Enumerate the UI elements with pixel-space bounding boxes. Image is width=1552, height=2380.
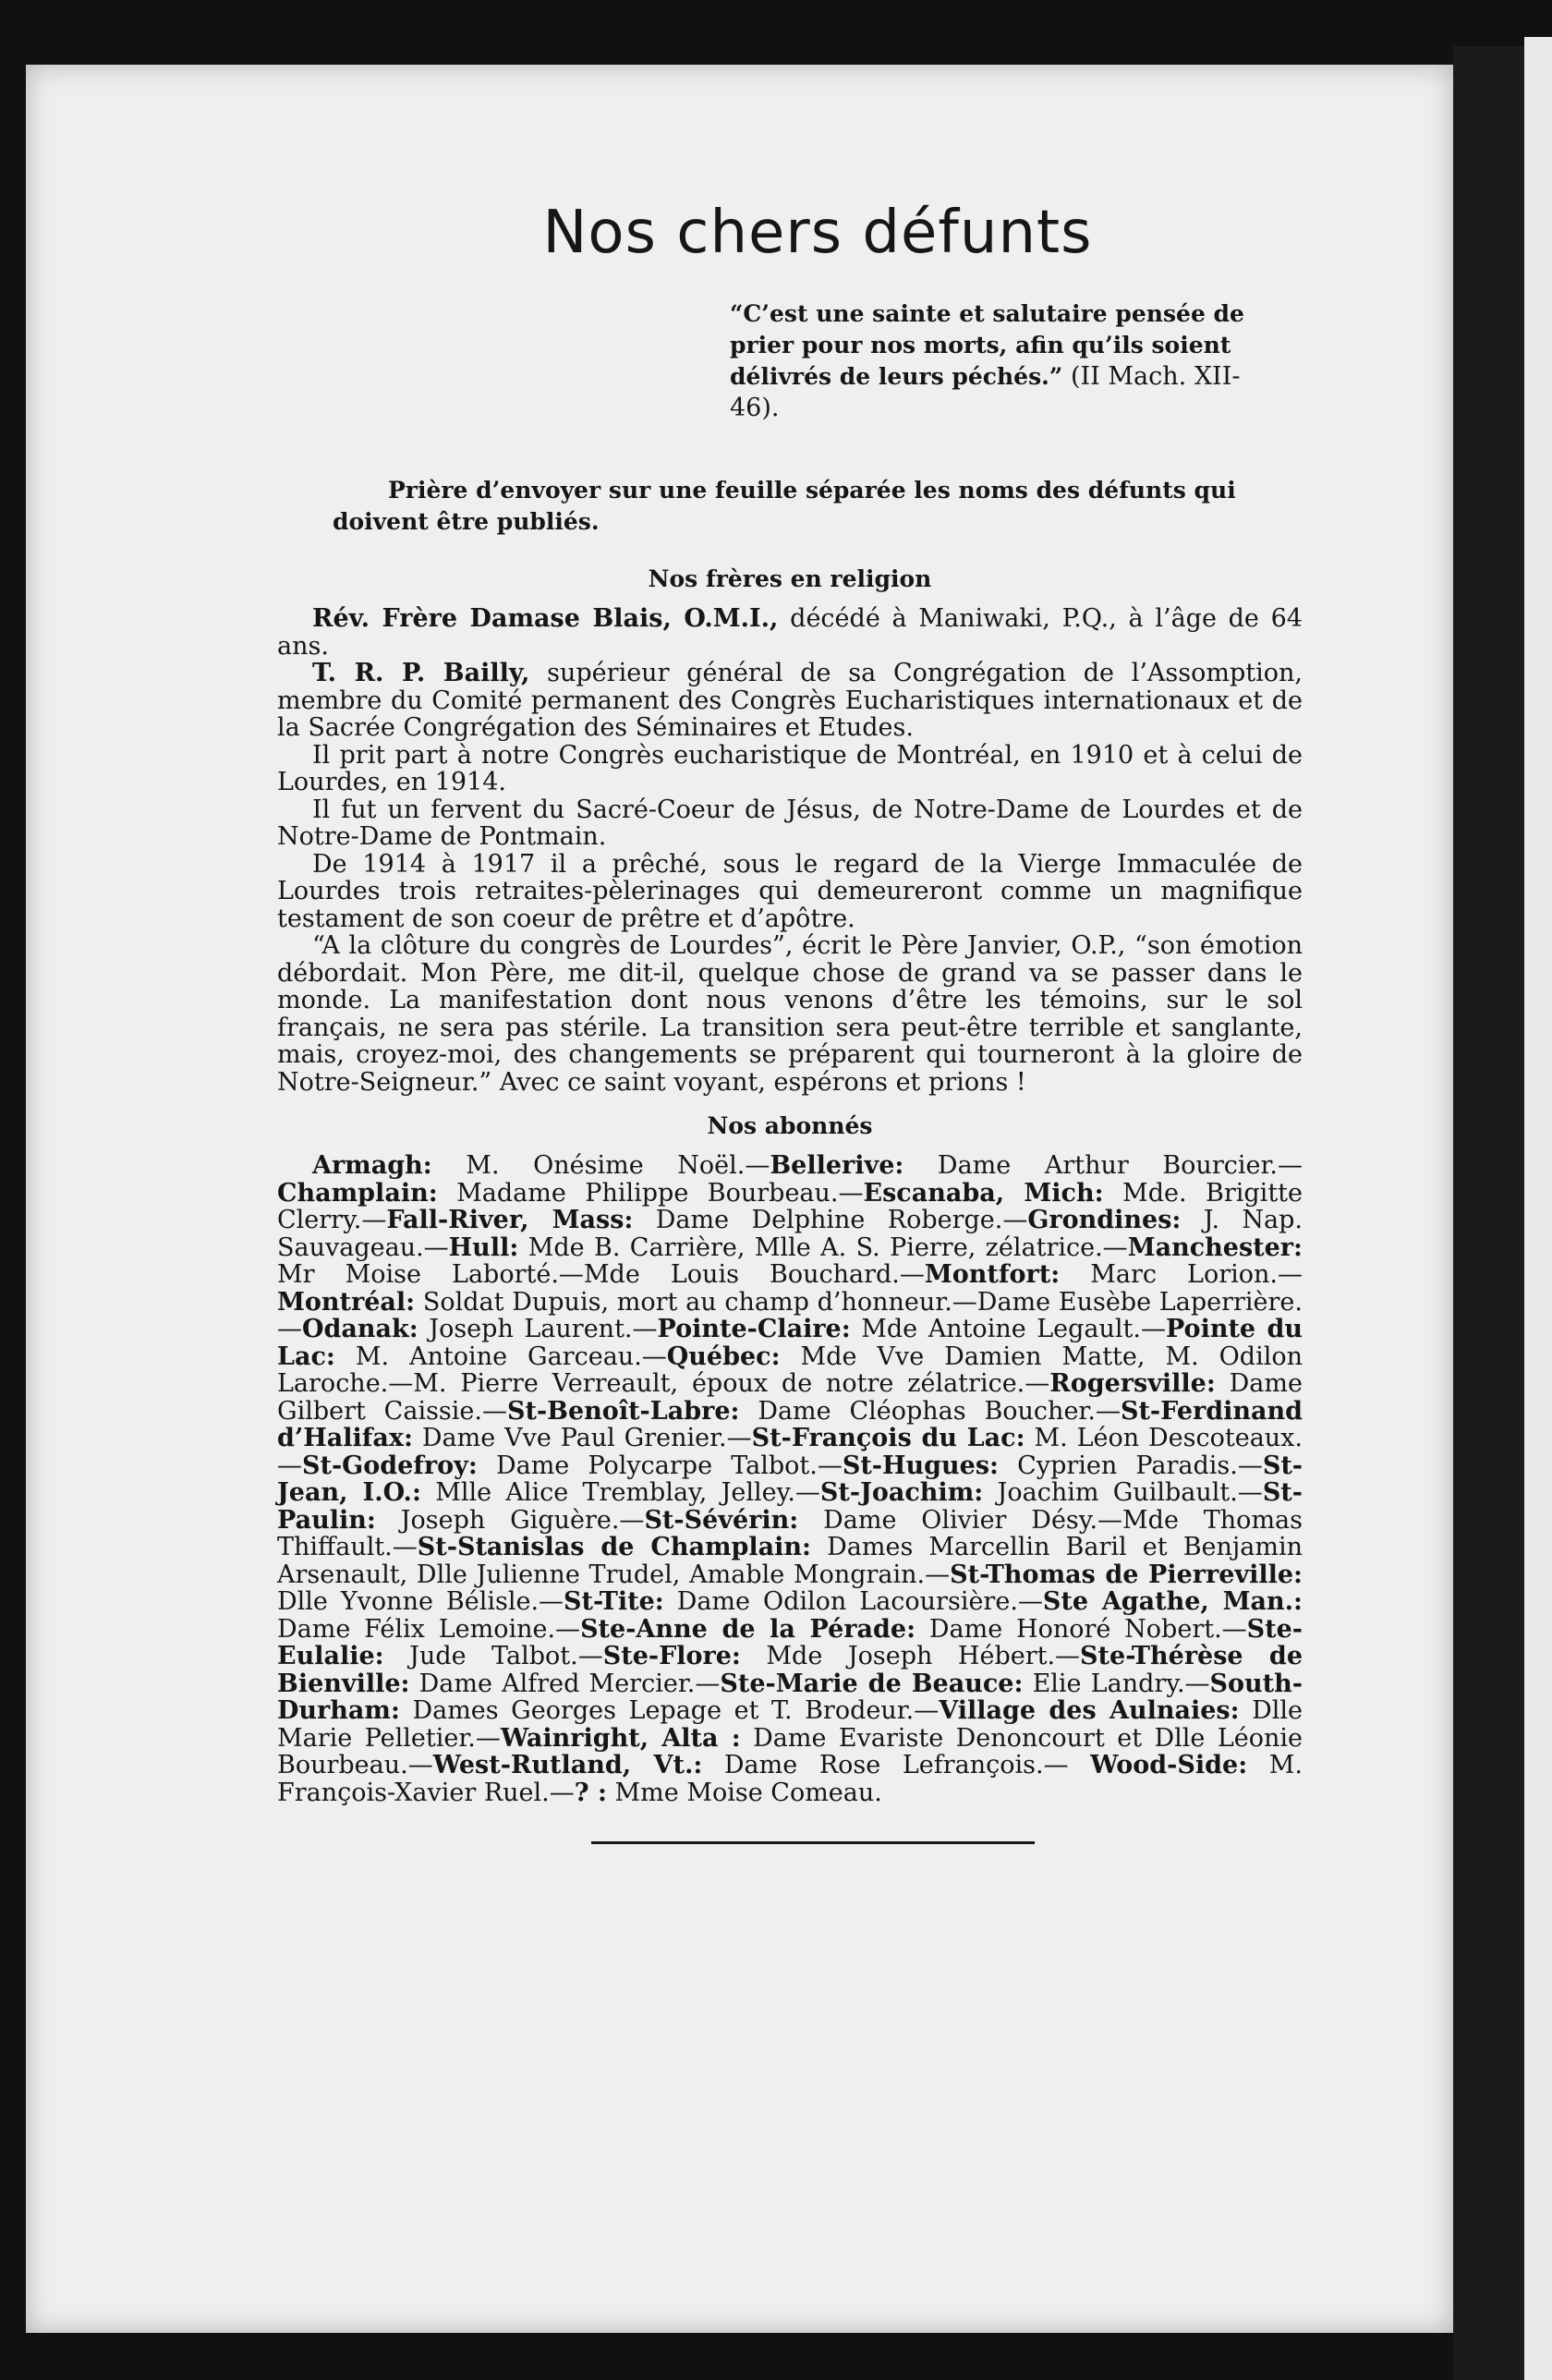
- obituary-paragraph: [277, 660, 1303, 742]
- obituary-text: décédé à Maniwaki, P.Q., à l’âge de 64 ans.: [277, 604, 1303, 661]
- subscriber-place: Ste-Flore:: [602, 1642, 741, 1670]
- subscriber-place: Rogersville:: [1049, 1369, 1216, 1398]
- subscriber-place: Bellerive:: [770, 1151, 904, 1180]
- subscriber-names: Madame Philippe Bourbeau.—: [437, 1178, 864, 1208]
- subscriber-place: St-Stanislas de Champlain:: [417, 1533, 812, 1561]
- obituary-paragraph: Il prit part à notre Congrès eucharistique de Montréal, en 1910 et à celui de Lourdes, en 1914.: [277, 740, 1303, 796]
- subscriber-names: Joseph Laurent.—: [418, 1315, 658, 1343]
- subscriber-names: Dame Félix Lemoine.—: [277, 1614, 581, 1644]
- epigraph-quote: “C’est une sainte et salutaire pensée de prier pour nos morts, afin qu’ils soient délivrés de leurs péchés.”: [730, 300, 1244, 390]
- subscriber-place: West-Rutland, Vt.:: [432, 1751, 703, 1779]
- subscriber-names: Mde B. Carrière, Mlle A. S. Pierre, zélatrice.—: [518, 1232, 1128, 1262]
- subscriber-names: Mde Vve Damien Matte, M. Odilon Laroche.—M. Pierre Verreault, époux de notre zélatrice.—: [277, 1342, 1303, 1398]
- subscriber-names: Dames Georges Lepage et T. Brodeur.—: [399, 1696, 940, 1725]
- section-heading-subscribers: Nos abonnés: [707, 1112, 873, 1139]
- epigraph-reference: (II Mach. XII-46).: [730, 362, 1241, 422]
- subscriber-names: Dame Alfred Mercier.—: [409, 1669, 721, 1698]
- subscriber-names: Mlle Alice Tremblay, Jelley.—: [420, 1478, 820, 1507]
- subscriber-place: Armagh:: [312, 1151, 432, 1180]
- subscriber-place: St-François du Lac:: [751, 1424, 1025, 1452]
- adjacent-page-edge: [1524, 37, 1552, 2380]
- subscriber-names: Dame Arthur Bourcier.—: [903, 1151, 1303, 1180]
- subscriber-names: Dame Polycarpe Talbot.—: [477, 1451, 843, 1480]
- subscriber-names: Dame Cléophas Boucher.—: [739, 1396, 1121, 1426]
- obituary-paragraph: Il fut un fervent du Sacré-Coeur de Jésus, de Notre-Dame de Lourdes et de Notre-Dame de Pontmain.: [277, 795, 1303, 851]
- subscriber-place: St-Thomas de Pierreville:: [950, 1560, 1303, 1589]
- subscriber-place: St-Ferdinand d’Halifax:: [277, 1396, 1303, 1452]
- subscriber-place: Grondines:: [1027, 1206, 1182, 1234]
- subscriber-names: Mde Joseph Hébert.—: [740, 1642, 1081, 1670]
- subscriber-place: Wainright, Alta :: [500, 1723, 741, 1753]
- subscriber-place: St-Sévérin:: [644, 1505, 799, 1535]
- epigraph: [730, 298, 1284, 424]
- subscriber-place: St-Paulin:: [277, 1478, 1303, 1535]
- subscriber-place: Village des Aulnaies:: [939, 1696, 1240, 1725]
- subscriber-names: M. François-Xavier Ruel.—: [277, 1751, 1303, 1807]
- deceased-name: T. R. P. Bailly,: [312, 659, 530, 687]
- subscriber-place: ? :: [574, 1778, 607, 1807]
- subscriber-place: Escanaba, Mich:: [863, 1178, 1104, 1208]
- subscriber-names: Dames Marcellin Baril et Benjamin Arsenault, Dlle Julienne Trudel, Amable Mongrain.—: [277, 1533, 1303, 1589]
- obituary-paragraph: [277, 605, 1303, 660]
- subscriber-names: M. Antoine Garceau.—: [334, 1342, 667, 1371]
- closing-rule: [591, 1841, 1035, 1844]
- subscriber-names: Dame Olivier Désy.—Mde Thomas Thiffault.—: [277, 1505, 1303, 1561]
- subscriber-names: Dame Vve Paul Grenier.—: [412, 1424, 752, 1452]
- subscriber-place: Montfort:: [924, 1260, 1061, 1289]
- subscriber-place: St-Tite:: [564, 1587, 664, 1616]
- article: [277, 199, 1303, 1844]
- subscriber-place: Ste Agathe, Man.:: [1042, 1587, 1303, 1616]
- article-title: Nos chers défunts: [542, 199, 1093, 267]
- subscriber-names: Dame Gilbert Caissie.—: [277, 1369, 1303, 1426]
- subscriber-place: Montréal:: [277, 1287, 416, 1317]
- subscriber-place: Hull:: [448, 1232, 519, 1262]
- subscriber-place: Fall-River, Mass:: [386, 1206, 634, 1234]
- subscriber-place: Ste-Eulalie:: [277, 1614, 1303, 1670]
- subscriber-names: Dlle Marie Pelletier.—: [277, 1696, 1303, 1753]
- subscriber-place: Ste-Anne de la Pérade:: [580, 1614, 916, 1644]
- subscriber-names: Cyprien Paradis.—: [999, 1451, 1263, 1480]
- subscriber-place: St-Benoît-Labre:: [507, 1396, 740, 1426]
- obituary-text: supérieur général de sa Congrégation de l’Assomption, membre du Comité permanent des Congrès Eucharistiques internationaux et de la Sacrée Congrégation des Séminaires et Etudes.: [277, 659, 1303, 742]
- subscriber-place: Ste-Thérèse de Bienville:: [277, 1642, 1303, 1698]
- subscriber-names: Dame Odilon Lacoursière.—: [663, 1587, 1043, 1616]
- subscriber-names: Jude Talbot.—: [383, 1642, 603, 1670]
- subscriber-place: Québec:: [666, 1342, 781, 1371]
- subscriber-names: Mde Antoine Legault.—: [850, 1315, 1166, 1343]
- subscriber-place: South-Durham:: [277, 1669, 1303, 1725]
- subscriber-names: Mme Moise Comeau.: [606, 1778, 882, 1807]
- deceased-name: Rév. Frère Damase Blais, O.M.I.,: [312, 604, 779, 633]
- subscriber-list: [277, 1152, 1303, 1806]
- obituary-paragraph: De 1914 à 1917 il a prêché, sous le regard de la Vierge Immaculée de Lourdes trois retraites-pèlerinages qui demeureront comme un magnifique testament de son coeur de prêtre et d’apôtre.: [277, 849, 1303, 933]
- subscriber-names: Mr Moise Laborté.—Mde Louis Bouchard.—: [277, 1260, 925, 1289]
- subscriber-names: Dlle Yvonne Bélisle.—: [277, 1587, 564, 1616]
- subscriber-names: Dame Evariste Denoncourt et Dlle Léonie Bourbeau.—: [277, 1723, 1303, 1779]
- subscriber-names: Marc Lorion.—: [1060, 1260, 1303, 1289]
- subscriber-names: Dame Honoré Nobert.—: [915, 1614, 1247, 1644]
- subscriber-names: Soldat Dupuis, mort au champ d’honneur.—Dame Eusèbe Laperrière.—: [277, 1287, 1303, 1343]
- subscriber-names: Dame Delphine Roberge.—: [633, 1206, 1028, 1234]
- subscriber-place: St-Joachim:: [819, 1478, 984, 1507]
- subscriber-names: Joachim Guilbault.—: [983, 1478, 1263, 1507]
- subscriber-names: M. Onésime Noël.—: [431, 1151, 770, 1180]
- subscriber-names: Mde. Brigitte Clerry.—: [277, 1178, 1303, 1234]
- subscriber-names: J. Nap. Sauvageau.—: [277, 1206, 1303, 1262]
- section-heading-religion: Nos frères en religion: [648, 565, 932, 592]
- subscriber-place: Odanak:: [302, 1315, 418, 1343]
- obituary-paragraph: “A la clôture du congrès de Lourdes”, écrit le Père Janvier, O.P., “son émotion débordait. Mon Père, me dit-il, quelque chose de grand va se passer dans le monde. La manifestation dont nous venons d’être les témoins, sur le sol français, ne sera pas stérile. La transition sera peut-être terrible et sanglante, mais, croyez-moi, des changements se préparent qui tourneront à la gloire de Notre-Seigneur.” Avec ce saint voyant, espérons et prions !: [277, 931, 1303, 1097]
- subscriber-names: Elie Landry.—: [1023, 1669, 1210, 1698]
- subscriber-place: Manchester:: [1127, 1232, 1303, 1262]
- subscriber-place: St-Godefroy:: [302, 1451, 478, 1480]
- subscriber-place: Pointe du Lac:: [277, 1315, 1303, 1371]
- subscriber-place: St-Hugues:: [842, 1451, 999, 1480]
- subscriber-place: St-Jean, I.O.:: [277, 1451, 1303, 1507]
- submission-request: Prière d’envoyer sur une feuille séparée les noms des défunts qui doivent être publiés.: [333, 477, 1236, 535]
- subscriber-place: Pointe-Claire:: [657, 1315, 851, 1343]
- subscriber-names: M. Léon Descoteaux.—: [277, 1424, 1303, 1480]
- subscriber-place: Champlain:: [277, 1178, 438, 1208]
- subscriber-names: Joseph Giguère.—: [375, 1505, 645, 1535]
- subscriber-names: Dame Rose Lefrançois.—: [702, 1751, 1091, 1779]
- subscriber-place: Wood-Side:: [1090, 1751, 1248, 1779]
- subscriber-place: Ste-Marie de Beauce:: [720, 1669, 1024, 1698]
